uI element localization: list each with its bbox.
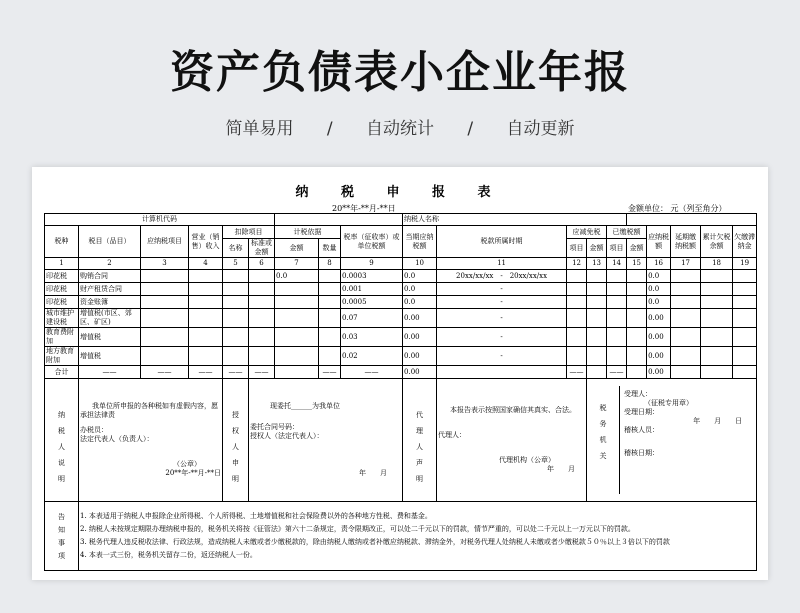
table-row [45,283,757,296]
cell-input[interactable] [189,347,223,366]
cell-input[interactable] [733,296,757,309]
col-num: 6 [249,258,275,270]
cell-input[interactable] [701,283,733,296]
taxpayer-date: 20**年-**月-**日 [165,469,221,477]
cell-rate: 0.07 [341,309,403,328]
cell-input[interactable] [607,270,627,283]
header-accrued: 累计欠税余额 [701,226,733,258]
cell-tax: 0.00 [403,347,437,366]
cell-input[interactable] [249,283,275,296]
col-num: 14 [607,258,627,270]
col-num: 2 [79,258,141,270]
cell-input[interactable] [587,309,607,328]
cell-tax-item: 增值税(市区、郊区、矿区) [79,309,141,328]
total-payable: 0.00 [647,366,671,379]
cell-payable: 0.00 [647,328,671,347]
cell-payable: 0.00 [647,309,671,328]
cell-amount[interactable] [275,283,319,296]
cell-input[interactable] [223,347,249,366]
cell-input[interactable] [671,296,701,309]
cell-input[interactable] [701,347,733,366]
proxy-person[interactable]: 代理人： [438,431,467,439]
cell-amount[interactable] [275,347,319,366]
cell-input[interactable] [319,328,341,347]
header-deduction-name: 名称 [223,239,249,258]
cell-input[interactable] [249,309,275,328]
col-num: 12 [567,258,587,270]
cell-input[interactable] [249,270,275,283]
col-num: 13 [587,258,607,270]
cell-input[interactable] [627,328,647,347]
taxpayer-name-label: 纳税人名称 [403,214,627,226]
table-row [45,296,757,309]
cell-tax-type: 印花税 [45,296,79,309]
cell-input[interactable] [223,270,249,283]
header-deduction-amount: 标准或金额 [249,239,275,258]
cell-tax: 0.00 [403,328,437,347]
cell-input[interactable] [587,296,607,309]
taxpayer-name-value[interactable] [627,214,757,226]
total-dash: —— [341,366,403,379]
agent-authorization [249,379,403,502]
total-dash: —— [319,366,341,379]
cell-input[interactable] [733,309,757,328]
agent-authorization-label: 授权人申明 [223,379,249,502]
col-num: 9 [341,258,403,270]
notes-content [79,502,757,571]
note-item: 4. 本表一式三份，税务机关留存二份，返还纳税人一份。 [80,551,257,559]
header-period: 税款所属时期 [437,226,567,258]
agent-date: 年 月 [359,469,388,477]
cell-tax: 0.0 [403,283,437,296]
handler-label[interactable]: 办税员： [80,426,108,434]
header-rate: 税率（征收率）或单位税额 [341,226,403,258]
cell-input[interactable] [567,309,587,328]
cell-input[interactable] [671,283,701,296]
verify-date-label[interactable]: 稽核日期： [624,449,660,457]
total-empty [437,366,567,379]
table-row [45,270,757,283]
cell-input[interactable] [627,309,647,328]
tax-office-label: 税务机关 [587,386,620,494]
cell-input[interactable] [607,283,627,296]
cell-input[interactable] [733,328,757,347]
cell-input[interactable] [141,328,189,347]
cell-amount[interactable]: 0.0 [275,270,319,283]
col-num: 4 [189,258,223,270]
subtitle-item: 自动更新 [506,119,575,139]
cell-input[interactable] [671,328,701,347]
legal-rep-label[interactable]: 法定代表人（负责人）： [80,435,154,443]
taxpayer-code-value[interactable] [275,214,403,226]
header-taxable-item: 应纳税项目 [141,226,189,258]
cell-tax-item: 购销合同 [79,270,141,283]
taxpayer-declaration [79,379,223,502]
cell-input[interactable] [671,270,701,283]
cell-input[interactable] [223,283,249,296]
cell-tax-item: 财产租赁合同 [79,283,141,296]
proxy-org: 代理机构（公章） [499,456,556,464]
cell-input[interactable] [733,347,757,366]
taxpayer-code-label: 计算机代码 [45,214,275,226]
cell-rate: 0.0003 [341,270,403,283]
total-row [45,366,757,379]
header-paid-amount: 金额 [627,239,647,258]
cell-input[interactable] [319,270,341,283]
cell-input[interactable] [701,296,733,309]
cell-input[interactable] [733,283,757,296]
cell-tax: 0.00 [403,309,437,328]
receive-date-label[interactable]: 受理日期： [624,408,660,416]
cell-input[interactable] [701,270,733,283]
receiver-seal: （征税专用章） [644,399,694,407]
cell-input[interactable] [189,296,223,309]
col-num: 10 [403,258,437,270]
total-dash: —— [189,366,223,379]
cell-input[interactable] [141,309,189,328]
cell-input[interactable] [189,270,223,283]
header-basis-qty: 数量 [319,239,341,258]
cell-input[interactable] [587,347,607,366]
total-dash: —— [567,366,587,379]
cell-input[interactable] [627,283,647,296]
notes-label: 告知事项 [45,502,79,571]
amount-unit: 金额单位： 元（列至角分） [628,204,727,213]
cell-input[interactable] [607,309,627,328]
col-num: 19 [733,258,757,270]
cell-amount[interactable] [275,309,319,328]
total-dash: —— [607,366,627,379]
proxy-declaration [437,379,587,502]
cell-input[interactable] [319,347,341,366]
tax-form-sheet [32,167,768,580]
cell-input[interactable] [249,296,275,309]
cell-input[interactable] [249,347,275,366]
cell-payable: 0.00 [647,347,671,366]
header-basis-amount: 金额 [275,239,319,258]
hero-title: 资产负债表小企业年报 [170,47,630,98]
header-reduction-amount: 金额 [587,239,607,258]
cell-input[interactable] [189,309,223,328]
total-label: 合计 [45,366,79,379]
header-tax-type: 税种 [45,226,79,258]
taxpayer-declaration-label: 纳税人说明 [45,379,79,502]
cell-input[interactable] [587,328,607,347]
header-current-tax: 当期应纳税额 [403,226,437,258]
col-num: 16 [647,258,671,270]
total-empty [733,366,757,379]
proxy-declaration-label: 代理人声明 [403,379,437,502]
subtitle-item: 简单易用 [225,119,294,139]
cell-period[interactable]: - [437,309,567,328]
cell-period[interactable]: - [437,347,567,366]
cell-input[interactable] [567,347,587,366]
header-deduction: 扣除项目 [223,226,275,239]
cell-input[interactable] [141,347,189,366]
note-item: 1. 本表适用于纳税人申报除企业所得税、个人所得税、土地增值税和社会保险费以外的各种地方性税、费和基金。 [80,512,432,520]
cell-tax-type: 城市维护建设税 [45,309,79,328]
cell-input[interactable] [701,309,733,328]
cell-input[interactable] [607,296,627,309]
col-num: 3 [141,258,189,270]
cell-input[interactable] [141,283,189,296]
verifier-label[interactable]: 稽核人员： [624,426,660,434]
cell-input[interactable] [567,270,587,283]
agent-contract[interactable]: 委托合同号码： [250,423,299,431]
cell-input[interactable] [223,296,249,309]
subtitle-separator: / [326,119,333,139]
cell-input[interactable] [627,296,647,309]
col-num: 17 [671,258,701,270]
cell-payable: 0.0 [647,296,671,309]
cell-rate: 0.03 [341,328,403,347]
cell-input[interactable] [223,309,249,328]
tax-table [44,213,757,571]
taxpayer-statement: 我单位所申报的各种税如有虚假内容，愿承担法律责 [80,402,218,419]
cell-input[interactable] [607,328,627,347]
cell-input[interactable] [733,270,757,283]
cell-input[interactable] [141,270,189,283]
table-row [45,347,757,366]
cell-period[interactable]: - [437,283,567,296]
cell-input[interactable] [223,328,249,347]
form-title: 纳 税 申 报 表 [295,185,505,200]
cell-amount[interactable] [275,328,319,347]
cell-period[interactable]: - [437,296,567,309]
cell-input[interactable] [567,296,587,309]
cell-tax-type: 印花税 [45,283,79,296]
cell-tax: 0.0 [403,296,437,309]
total-empty [627,366,647,379]
cell-input[interactable] [607,347,627,366]
cell-input[interactable] [627,347,647,366]
notes-row [45,502,757,571]
cell-tax-type: 教育费附加 [45,328,79,347]
total-empty [275,366,319,379]
header-payable: 应纳税额 [647,226,671,258]
cell-input[interactable] [189,328,223,347]
cell-input[interactable] [587,283,607,296]
total-dash: —— [249,366,275,379]
col-num: 18 [701,258,733,270]
cell-rate: 0.001 [341,283,403,296]
table-row [45,309,757,328]
cell-input[interactable] [671,347,701,366]
signature-row [45,379,757,502]
cell-input[interactable] [671,309,701,328]
cell-rate: 0.02 [341,347,403,366]
cell-input[interactable] [567,328,587,347]
header-tax-basis: 计税依据 [275,226,341,239]
cell-input[interactable] [249,328,275,347]
total-empty [671,366,701,379]
table-row [45,328,757,347]
cell-tax-type: 印花税 [45,270,79,283]
total-dash: —— [141,366,189,379]
cell-payable: 0.0 [647,270,671,283]
col-num: 1 [45,258,79,270]
col-num: 8 [319,258,341,270]
proxy-date: 年 月 [547,465,576,473]
header-tax-item: 税目（品目） [79,226,141,258]
receive-ymd: 年 月 日 [693,417,743,425]
cell-tax: 0.0 [403,270,437,283]
header-late-fee: 延期缴纳税额 [671,226,701,258]
cell-tax-type: 地方教育附加 [45,347,79,366]
total-dash: —— [223,366,249,379]
total-empty [587,366,607,379]
header-reduction-item: 项目 [567,239,587,258]
cell-amount[interactable] [275,296,319,309]
cell-input[interactable] [567,283,587,296]
agent-person[interactable]: 授权人（法定代表人）： [250,432,324,440]
cell-input[interactable] [319,296,341,309]
receiver-label[interactable]: 受理人： [624,390,653,398]
cell-input[interactable] [141,296,189,309]
subtitle-separator: / [467,119,474,139]
tax-office-block [587,379,757,502]
col-num: 7 [275,258,319,270]
header-paid: 已缴税额 [607,226,647,239]
col-num: 15 [627,258,647,270]
total-tax: 0.00 [403,366,437,379]
total-dash: —— [79,366,141,379]
agent-entrust[interactable]: 现委托______为我单位 [270,402,340,410]
proxy-statement: 本报告表示按照国家确信其真实、合法。 [450,406,577,414]
form-date: 20**年-**月-**日 [332,204,396,213]
subtitle-item: 自动统计 [366,119,434,139]
header-reduction: 应减免税 [567,226,607,239]
cell-input[interactable] [319,309,341,328]
cell-input[interactable] [587,270,607,283]
cell-period[interactable]: 20xx/xx/xx - 20xx/xx/xx [437,270,567,283]
col-num: 11 [437,258,567,270]
cell-tax-item: 增值税 [79,328,141,347]
cell-rate: 0.0005 [341,296,403,309]
note-item: 3. 税务代理人违反税收法律、行政法规，造成纳税人未缴或者少缴税款的，除由纳税人缴纳或者补缴应纳税款、滞纳金外，对税务代理人处纳税人未缴或者少缴税款５０％以上３倍以下的罚款 [80,538,670,546]
taxpayer-seal: （公章） [173,460,201,468]
header-owed: 欠缴滞纳金 [733,226,757,258]
hero-subtitle [0,114,800,139]
cell-input[interactable] [189,283,223,296]
cell-payable: 0.0 [647,283,671,296]
header-revenue: 营业（销售）收入 [189,226,223,258]
cell-input[interactable] [319,283,341,296]
cell-tax-item: 增值税 [79,347,141,366]
header-paid-item: 项目 [607,239,627,258]
cell-period[interactable]: - [437,328,567,347]
cell-input[interactable] [627,270,647,283]
total-empty [701,366,733,379]
cell-input[interactable] [701,328,733,347]
cell-tax-item: 资金账簿 [79,296,141,309]
note-item: 2. 纳税人未按规定期限办理纳税申报的，税务机关将按《征管法》第六十二条规定，责令限期改正，可以处二千元以下的罚款，情节严重的，可以处二千元以上一万元以下的罚款。 [80,525,635,533]
col-num: 5 [223,258,249,270]
